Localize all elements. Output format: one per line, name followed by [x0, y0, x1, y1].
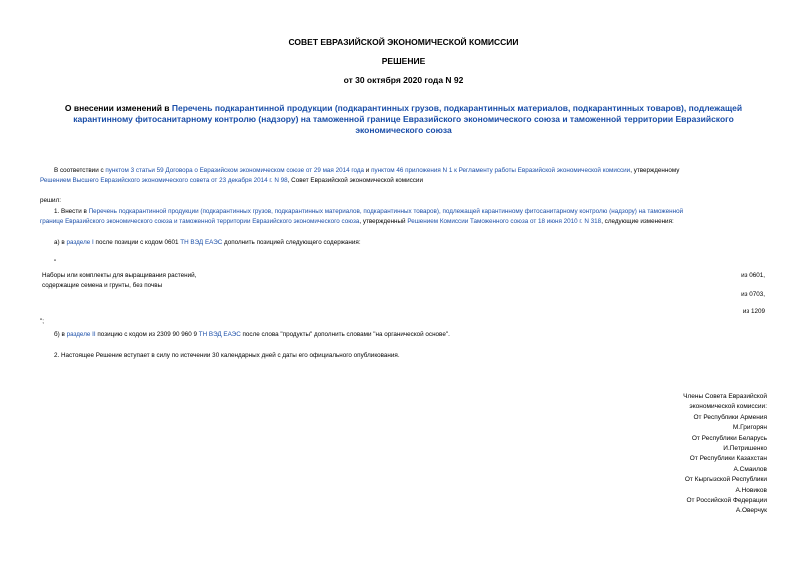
item-a-text: после позиции с кодом 0601: [93, 239, 181, 246]
item-b-text: позицию с кодом из 2309 90 960 9: [95, 331, 199, 338]
treaty-article-link[interactable]: пунктом 3 статьи 59 Договора о Евразийском экономическом союзе от 29 мая 2014 года: [105, 167, 365, 174]
item-b-text: б) в: [54, 331, 67, 338]
preamble-text: В соответствии с: [54, 167, 106, 174]
amended-list-link-cont[interactable]: границе Евразийского экономического союза и таможенной территории Евразийского экономического союза: [40, 218, 360, 225]
section-1-link[interactable]: разделе I: [66, 239, 94, 246]
preamble-line-2: [40, 176, 423, 185]
section-2-link[interactable]: разделе II: [66, 331, 96, 338]
item-1-line-2: [40, 217, 674, 226]
item-1-text: , следующие изменения:: [601, 218, 674, 225]
item-1-text: 1. Внести в: [54, 208, 89, 215]
regulation-link[interactable]: пунктом 46 приложения N 1 к Регламенту работы Евразийской экономической комиссии: [371, 167, 631, 174]
tn-ved-link[interactable]: ТН ВЭД ЕАЭС: [198, 331, 241, 338]
item-b-text: после слова "продукты" дополнить словами "на органической основе".: [240, 331, 450, 338]
signature-line: А.Оверчук: [735, 507, 767, 515]
document-date-number: от 30 октября 2020 года N 92: [343, 75, 464, 85]
preamble-text: , Совет Евразийской экономической комиссии: [287, 177, 423, 184]
preamble-text: и: [364, 167, 372, 174]
signature-line: И.Петришенко: [723, 445, 767, 453]
item-b: [54, 330, 450, 339]
tn-ved-link[interactable]: ТН ВЭД ЕАЭС: [180, 239, 223, 246]
preamble-line-1: [54, 166, 679, 175]
signatures-block: [567, 392, 767, 517]
signature-line: А.Новиков: [735, 486, 767, 494]
amended-list-link[interactable]: Перечень подкарантинной продукции (подкарантинных грузов, подкарантинных материалов, подкарантинных товаров), подлежащей карантинному фитосанитарному контролю (надзору) на таможенной: [88, 208, 684, 215]
supreme-council-decision-link[interactable]: Решением Высшего Евразийского экономического совета от 23 декабря 2014 г. N 98: [40, 177, 288, 184]
signature-line: экономической комиссии:: [689, 403, 767, 411]
decided-label: решил:: [40, 197, 61, 204]
signature-line: От Российской Федерации: [686, 497, 767, 505]
item-a-text: дополнить позицией следующего содержания:: [222, 239, 361, 246]
title-prefix: О внесении изменений в: [64, 103, 172, 113]
council-name: СОВЕТ ЕВРАЗИЙСКОЙ ЭКОНОМИЧЕСКОЙ КОМИССИИ: [288, 37, 519, 47]
table-item-name-line-1: Наборы или комплекты для выращивания растений,: [42, 272, 197, 279]
signature-line: От Республики Армения: [693, 413, 767, 421]
item-1-text: , утвержденный: [359, 218, 408, 225]
table-item-name-line-2: содержащие семена и грунты, без почвы: [42, 282, 163, 289]
signature-line: Члены Совета Евразийской: [683, 393, 767, 400]
table-code-2: из 0703,: [741, 291, 765, 298]
document-title: [40, 103, 767, 136]
document-type: РЕШЕНИЕ: [381, 56, 426, 66]
signature-line: От Республики Беларусь: [691, 434, 767, 442]
quote-close: ";: [40, 318, 44, 325]
signature-line: От Республики Казахстан: [689, 455, 767, 463]
item-2: 2. Настоящее Решение вступает в силу по истечении 30 календарных дней с даты его официального опубликования.: [54, 352, 400, 359]
signature-line: А.Смаилов: [733, 465, 767, 473]
signature-line: От Кыргызской Республики: [684, 476, 767, 484]
signature-line: М.Григорян: [732, 424, 767, 432]
title-list-link[interactable]: Перечень подкарантинной продукции (подкарантинных грузов, подкарантинных материалов, подкарантинных товаров), подлежащей карантинному фитосанитарному контролю (надзору) на таможенной границе Евразийского экономического союза и таможенной территории Евразийского экономического союза: [73, 103, 743, 135]
quote-open: ": [54, 259, 57, 266]
preamble-text: , утвержденному: [630, 167, 680, 174]
table-code-3: из 1209: [742, 308, 765, 315]
customs-union-decision-link[interactable]: Решением Комиссии Таможенного союза от 18 июня 2010 г. N 318: [407, 218, 602, 225]
item-1-line-1: [54, 207, 683, 216]
item-a: [54, 238, 361, 247]
item-a-text: а) в: [54, 239, 67, 246]
table-code-1: из 0601,: [741, 272, 765, 279]
